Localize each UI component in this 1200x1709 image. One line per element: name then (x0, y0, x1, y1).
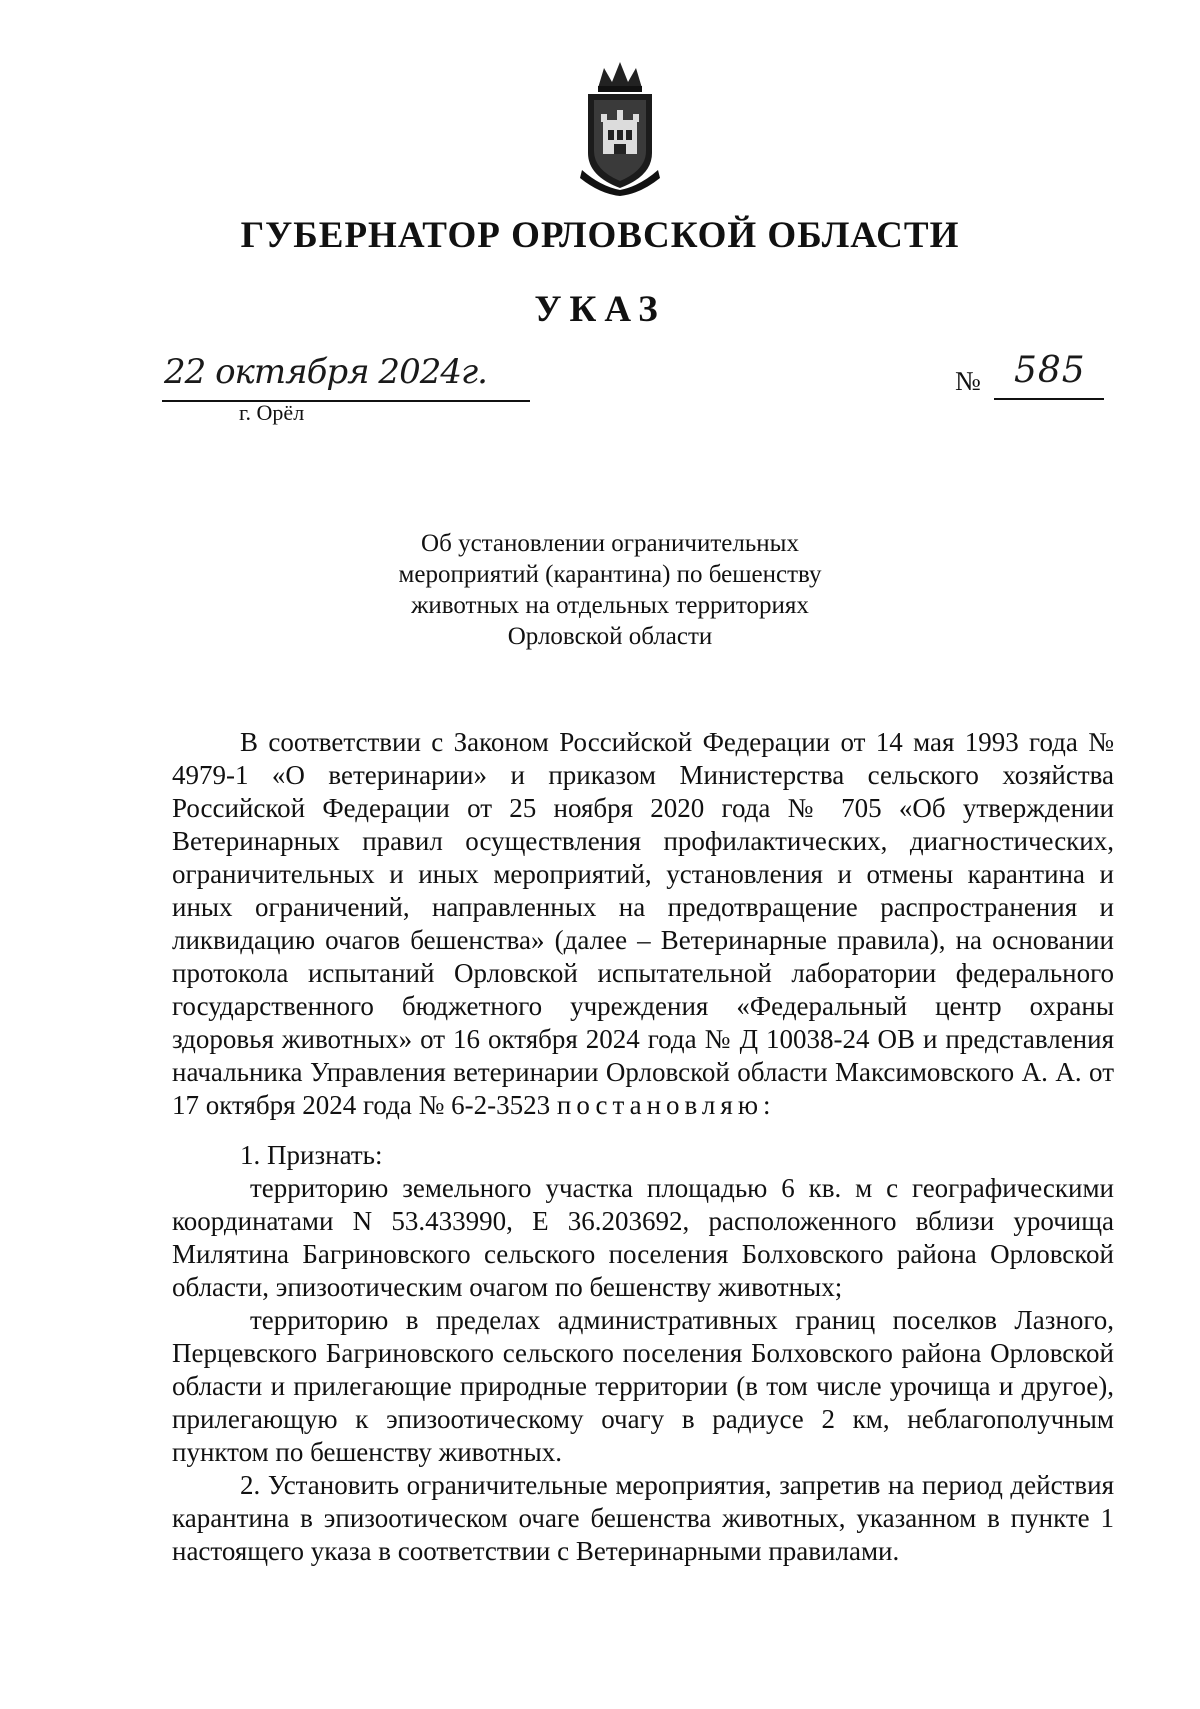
coat-of-arms-icon (570, 58, 670, 198)
number-field (994, 352, 1104, 400)
issuing-authority: ГУБЕРНАТОР ОРЛОВСКОЙ ОБЛАСТИ (240, 215, 960, 256)
item-2-paragraph: 2. Установить ограничительные мероприятия, запретив на период действия карантина в эпизоотическом очаге бешенства животных, указанном в пункте 1 настоящего указа в соответствии с Ветеринарными правилами. (172, 1470, 1114, 1566)
item-1-title: 1. Признать: (240, 1140, 383, 1170)
subject-line: Об установлении ограничительных (421, 530, 799, 557)
resolve-word: постановляю: (556, 1090, 776, 1120)
preamble-paragraph (172, 726, 1114, 1122)
document-type: УКАЗ (534, 289, 666, 330)
decree-body (172, 726, 1114, 1568)
handwritten-number: 585 (1014, 350, 1086, 391)
subject-line: Орловской области (507, 623, 713, 650)
date-field (162, 352, 530, 402)
handwritten-date: 22 октября 2024г. (164, 352, 487, 392)
item-1-paragraph-a: территорию земельного участка площадью 6 кв. м с географическими координатами N 53.433990, E 36.203692, расположенного вблизи урочища Милятина Багриновского сельского поселения Болховского района Орловской области, эпизоотическим очагом по бешенству животных; (172, 1173, 1114, 1302)
number-label: № (955, 366, 981, 396)
preamble-text: В соответствии с Законом Российской Федерации от 14 мая 1993 года № 4979-1 «О ветеринарии» и приказом Министерства сельского хозяйства Российской Федерации от 25 ноября 2020 года № 705 «Об утверждении Ветеринарных правил осуществления профилактических, диагностических, ограничительных и иных мероприятий, установления и отмены карантина и иных ограничений, направленных на предотвращение распространения и ликвидацию очагов бешенства» (далее – Ветеринарные правила), на основании протокола испытаний Орловской испытательной лаборатории федерального государственного бюджетного учреждения «Федеральный центр охраны здоровья животных» от 16 октября 2024 года № Д 10038-24 ОВ и представления начальника Управления ветеринарии Орловской области Максимовского А. А. от 17 октября 2024 года № 6-2-3523 (172, 727, 1114, 1120)
subject-line: мероприятий (карантина) по бешенству (398, 561, 822, 588)
item-1-paragraph-b: территорию в пределах административных границ поселков Лазного, Перцевского Багриновского сельского поселения Болховского района Орловской области и прилегающие природные территории (в том числе урочища и другое), прилегающую к эпизоотическому очагу в радиусе 2 км, неблагополучным пунктом по бешенству животных. (172, 1305, 1114, 1467)
subject-line: животных на отдельных территориях (411, 592, 809, 619)
decree-subject (360, 528, 860, 652)
city: г. Орёл (239, 400, 305, 425)
